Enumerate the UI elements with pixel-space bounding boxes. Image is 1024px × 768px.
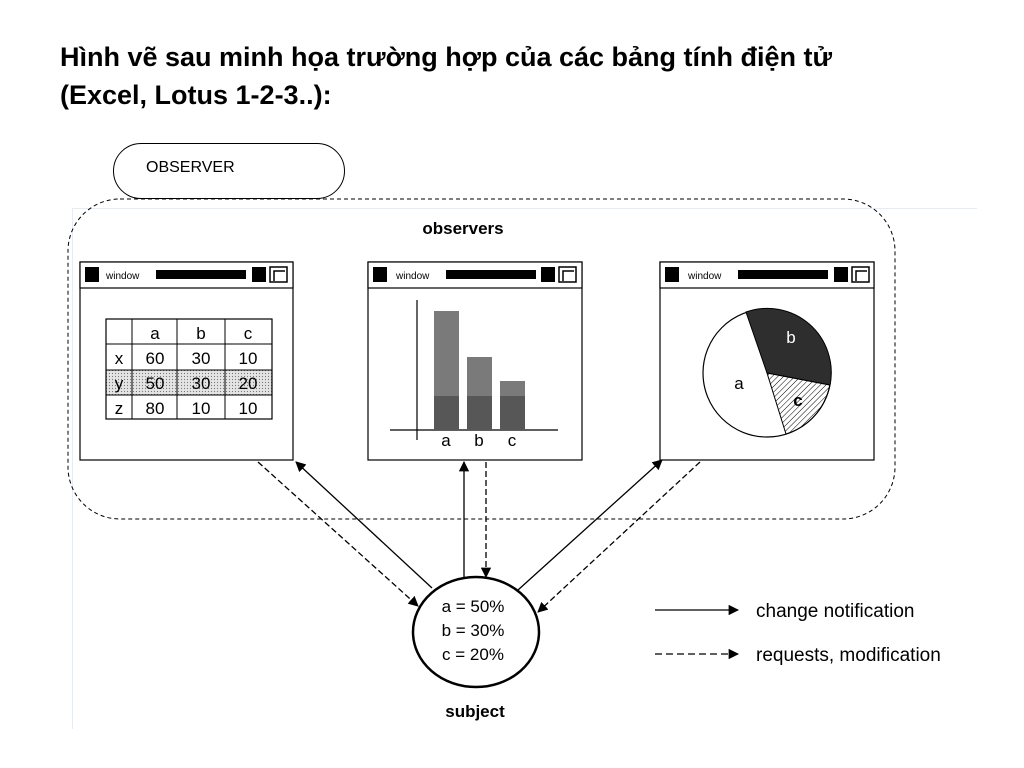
- bar-label-a: a: [441, 431, 451, 450]
- window-title-bar-fill: [446, 270, 536, 279]
- legend-solid-label: change notification: [756, 601, 915, 622]
- pie-label-b: b: [786, 328, 796, 347]
- table-header-b: b: [196, 324, 206, 343]
- window-close-box[interactable]: [85, 267, 99, 282]
- table-cell: 30: [191, 349, 211, 368]
- change-notification-arrow: [296, 462, 432, 588]
- observer-pattern-text: OBSERVER: [146, 159, 235, 176]
- subject-node: [413, 577, 539, 687]
- table-cell: 60: [145, 349, 165, 368]
- window-close-box[interactable]: [373, 267, 387, 282]
- bar-a-bottom: [434, 396, 459, 430]
- bar-chart-window: [368, 262, 582, 460]
- window-title-bar-fill: [156, 270, 246, 279]
- bar-c-top: [500, 381, 525, 396]
- pie-label-c: c: [793, 391, 803, 410]
- window-title: window: [396, 271, 430, 282]
- subject-value-a: a = 50%: [441, 597, 505, 616]
- window-resize-icon[interactable]: [270, 267, 287, 282]
- window-title: window: [688, 271, 722, 282]
- window-title-bar-fill: [738, 270, 828, 279]
- spreadsheet-window: [80, 262, 293, 460]
- table-cell: 10: [238, 349, 258, 368]
- table-cell: 50: [145, 374, 165, 393]
- observers-label: observers: [422, 219, 504, 238]
- request-modification-arrow: [538, 462, 700, 612]
- table-row-label: x: [114, 349, 124, 368]
- bar-label-c: c: [507, 431, 517, 450]
- window-title: window: [106, 271, 140, 282]
- bar-b-top: [467, 357, 492, 396]
- subject-value-c: c = 20%: [442, 645, 504, 664]
- bar-label-b: b: [474, 431, 484, 450]
- legend-dashed-label: requests, modification: [756, 645, 941, 666]
- table-cell: 30: [191, 374, 211, 393]
- table-cell: 10: [191, 399, 211, 418]
- window-minimize-box[interactable]: [834, 267, 848, 282]
- legend: [655, 601, 941, 666]
- bar-a-top: [434, 311, 459, 396]
- request-modification-arrow: [258, 462, 418, 606]
- pie-label-a: a: [734, 374, 744, 393]
- window-resize-icon[interactable]: [852, 267, 869, 282]
- bar-b-bottom: [467, 396, 492, 430]
- window-minimize-box[interactable]: [541, 267, 555, 282]
- window-close-box[interactable]: [665, 267, 679, 282]
- table-cell: 80: [145, 399, 165, 418]
- subject-value-b: b = 30%: [441, 621, 505, 640]
- table-header-c: c: [243, 324, 253, 343]
- pie-chart-window: [660, 262, 874, 460]
- window-resize-icon[interactable]: [559, 267, 576, 282]
- bar-c-bottom: [500, 396, 525, 430]
- subject-label: subject: [445, 702, 505, 721]
- window-minimize-box[interactable]: [252, 267, 266, 282]
- heading-line-2: (Excel, Lotus 1-2-3..):: [60, 80, 332, 110]
- table-cell: 20: [238, 374, 258, 393]
- table-cell: 10: [238, 399, 258, 418]
- table-row-label: z: [114, 399, 124, 418]
- table-header-a: a: [150, 324, 160, 343]
- table-row-label: y: [114, 374, 124, 393]
- change-notification-arrow: [518, 460, 662, 590]
- heading-line-1: Hình vẽ sau minh họa trường hợp của các bảng tính điện tử: [60, 42, 833, 72]
